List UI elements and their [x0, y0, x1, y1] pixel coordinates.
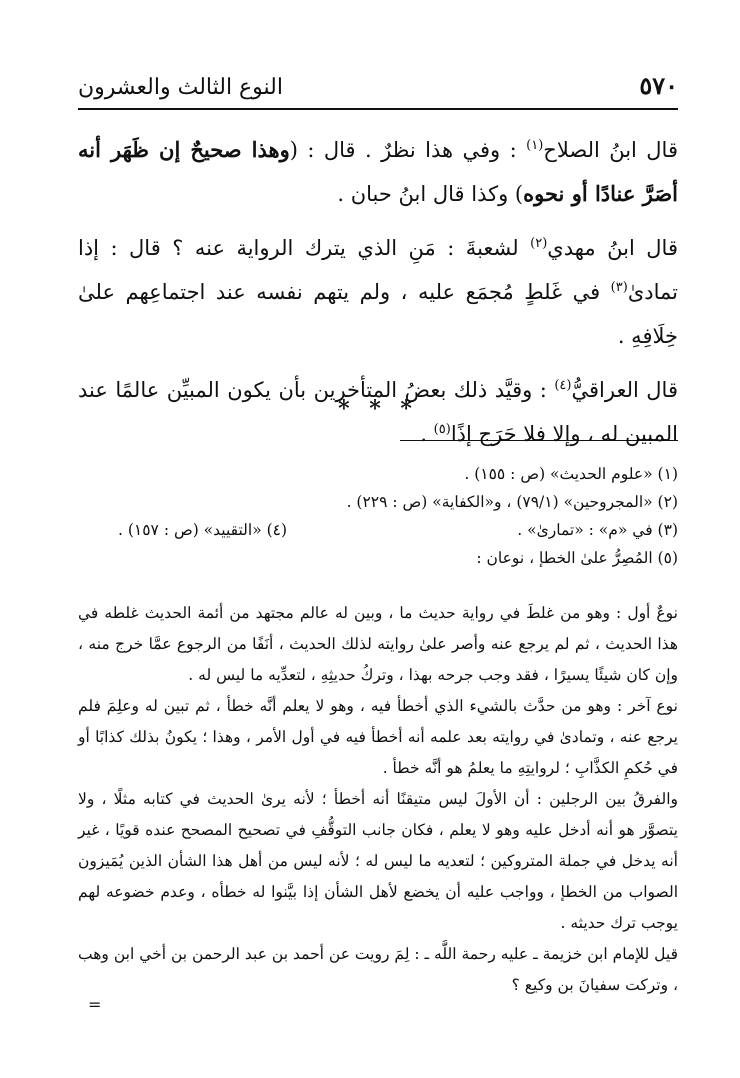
text-run: في غَلطٍ مُجمَع عليه ، ولم يتهم نفسه عند اجتماعِهم علىٰ خِلَافِهِ . [78, 280, 678, 348]
footnote-ref-1: (١) [526, 138, 544, 153]
text-run: ) وكذا قال ابنُ حبان . [337, 182, 524, 206]
footnote-para-4: قيل للإمام ابن خزيمة ـ عليه رحمة اللَّه ـ : لِمَ رويت عن أحمد بن عبد الرحمن بن أخي ابن وهب ، وتركت سفيانَ بن وكيع ؟ [78, 945, 678, 994]
paragraph-ibn-salah [78, 128, 678, 216]
paragraph-ibn-mahdi [78, 226, 678, 358]
section-separator-stars: * * * [338, 396, 418, 422]
footnote-3-4-row [118, 516, 678, 544]
footnotes [78, 460, 678, 572]
footnote-ref-5: (٥) [433, 422, 451, 437]
continuation-mark: = [88, 995, 102, 1014]
footnote-ref-2: (٢) [530, 236, 548, 251]
footnote-4: (٤) «التقييد» (ص : ١٥٧) . [118, 521, 288, 539]
text-run: . [420, 422, 434, 446]
footnote-rule [400, 440, 678, 441]
text-run: قال ابنُ مهدي [547, 236, 678, 260]
page-number: ٥٧٠ [639, 71, 678, 100]
text-run: : وقيَّد ذلك بعضُ المتأخرين بأن يكون المبيِّن عالمًا عند المبين له ، وإلا فلا حَرَج إذًا [78, 378, 678, 446]
page-header [78, 62, 678, 110]
footnote-2: (٢) «المجروحين» (٧٩/١) ، و«الكفاية» (ص : ٢٢٩) . [346, 493, 678, 511]
footnote-para-1: نوعٌ أول : وهو من غلطَ في رواية حديث ما ، وبين له عالم مجتهد من أئمة الحديث غلطه في هذا الحديث ، ثم لم يرجع عنه وأصر علىٰ روايته لذلك الحديث ، أنَفًا من الرجوع عمَّا خرج منه ، وإن كان شيئًا يسيرًا ، فقد وجب جرحه بهذا ، وتركُ حديثِهِ ، لتعدِّيه ما ليس له . [78, 604, 678, 684]
text-run: لشعبةَ : مَنِ الذي يترك الرواية عنه ؟ قال : إذا تمادىٰ [78, 236, 678, 304]
footnote-3: (٣) في «م» : «تمارىٰ» . [517, 521, 678, 539]
text-run: قال ابنُ الصلاح [543, 138, 678, 162]
text-run: : وفي هذا نظرٌ . قال : ( [289, 138, 527, 162]
chapter-title: النوع الثالث والعشرون [78, 75, 283, 100]
footnote-ref-4: (٤) [554, 378, 572, 393]
footnote-1: (١) «علوم الحديث» (ص : ١٥٥) . [464, 465, 678, 483]
footnote-para-3: والفرقُ بين الرجلين : أن الأولَ ليس متيقنًا أنه أخطأ ؛ لأنه يرىٰ الحديث في كتابه مثلًا ، ولا يتصوَّر هو أنه أدخل عليه وهو لا يعلم ، فكان جانب التوقُّفِ في تصحيح المصحح عنده قويًا ، غير أنه يدخل في جملة المتروكين ؛ لتعديه ما ليس له ؛ لأنه ليس من أهل هذا الشأن الذين يُمَيزون الصواب من الخطإ ، وواجب عليه أن يخضع لأهل الشأن إذا بيَّنوا له خطأه ، وعدم خضوعه لهم يوجب ترك حديثه . [78, 790, 678, 932]
bold-quote: وهذا صحيحٌ إن ظَهَر أنه أصَرَّ عنادًا أو نحوه [78, 137, 678, 206]
text-run: قال العراقيُّ [571, 378, 678, 402]
footnote-ref-3: (٣) [610, 280, 628, 295]
footnote-5: (٥) المُصِرُّ علىٰ الخطإ ، نوعان : [476, 549, 678, 567]
footnote-para-2: نوع آخر : وهو من حدَّث بالشيء الذي أخطأ فيه ، وهو لا يعلم أنَّه خطأ ، ثم تبين له وعلِمَ فلم يرجع عنه ، وتمادىٰ في روايته بعد علمه أنه أخطأ فيه في أول الأمر ، وهذا ؛ يكونُ بذلك كذابًا أو في حُكمِ الكذَّابِ ؛ لروايتِهِ ما يعلمُ هو أنَّه خطأ . [78, 697, 678, 777]
footnote-5-body [78, 598, 678, 1001]
